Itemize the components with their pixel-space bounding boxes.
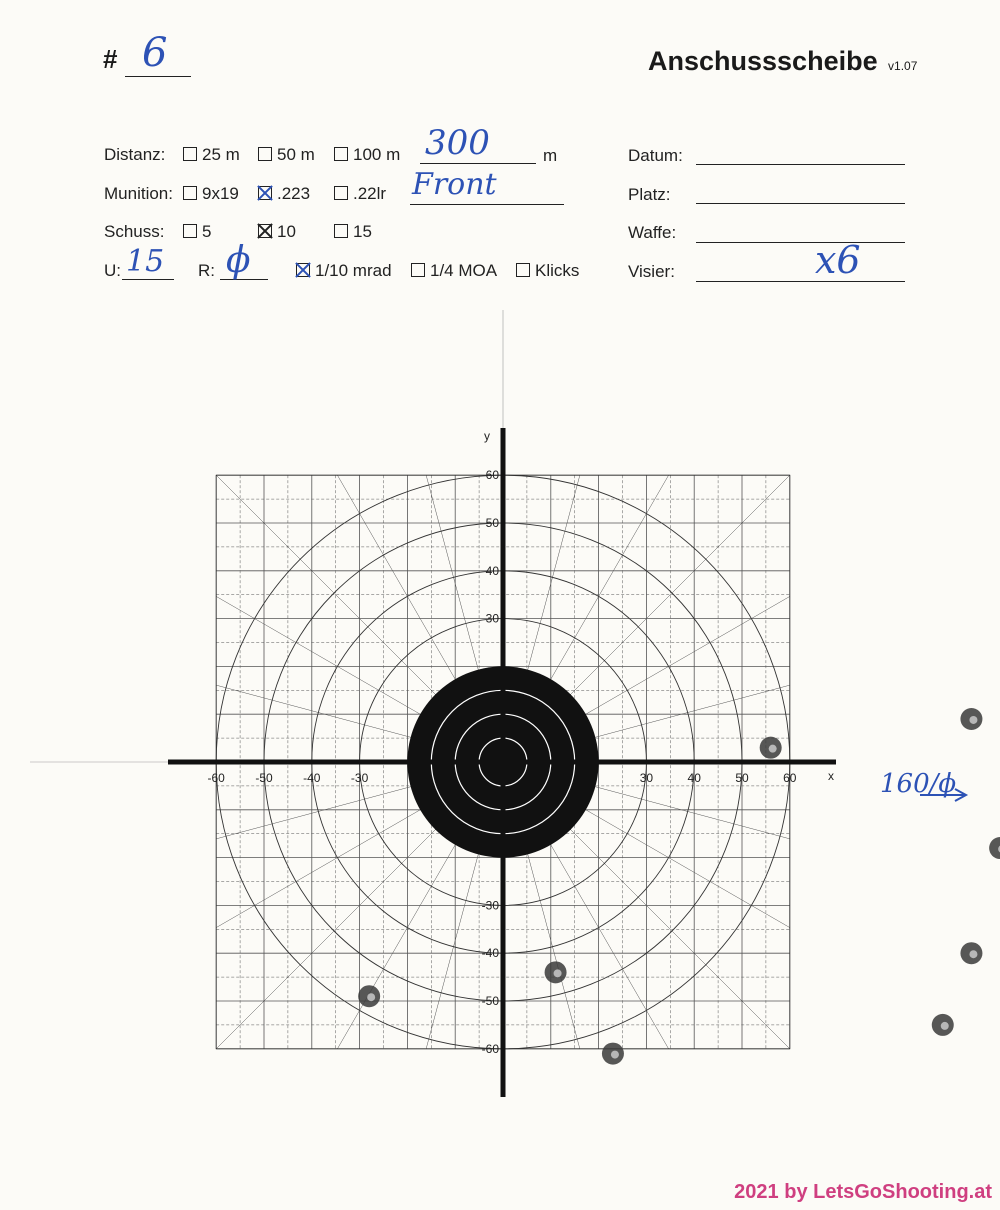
u-value[interactable]: 15 [126,244,165,279]
form-number-value: 6 [142,30,168,76]
distanz-option-100[interactable]: 100 m [334,145,400,165]
x-tick-label: 60 [783,771,797,785]
y-tick-label: 40 [485,563,499,578]
u-label: U: [104,261,121,280]
munition-label: Munition: [104,184,173,203]
visier-value[interactable]: x6 [815,238,861,282]
shot-hole-center [769,745,777,753]
y-tick-label: -40 [481,946,499,961]
munition-option-22lr[interactable]: .22lr [334,184,386,204]
x-tick-label: 50 [735,771,749,785]
distanz-value[interactable]: 300 [425,123,490,163]
y-axis-label: y [484,429,490,443]
visier-label: Visier: [628,262,675,281]
shot-hole-center [941,1022,949,1030]
version: v1.07 [888,59,918,73]
shot-hole-center [969,950,977,958]
distanz-option-25[interactable]: 25 m [183,145,240,165]
side-note: 160/ϕ [880,769,957,799]
munition-option-223[interactable]: .223 [258,184,310,204]
datum-label: Datum: [628,146,683,165]
distanz-unit: m [543,146,558,165]
schuss-label: Schuss: [104,222,165,241]
munition-option-9x19[interactable]: 9x19 [183,184,239,204]
x-tick-label: 30 [639,771,654,785]
x-tick-label: -40 [303,771,321,785]
distanz-label: Distanz: [104,145,166,164]
y-tick-label: 30 [485,611,499,626]
hash-label: # [103,44,118,74]
y-tick-label: 50 [485,516,499,530]
schuss-option-10[interactable]: 10 [258,222,296,242]
x-tick-label: -30 [350,771,369,785]
shot-hole-center [611,1051,619,1059]
y-tick-label: -60 [481,1041,499,1056]
y-tick-label: -30 [481,898,499,913]
platz-label: Platz: [628,185,671,204]
schuss-option-15[interactable]: 15 [334,222,372,242]
unit-option-mrad[interactable]: 1/10 mrad [296,261,392,281]
x-tick-label: 40 [687,771,701,785]
y-tick-label: 60 [485,468,499,483]
x-tick-label: -60 [207,771,225,785]
x-axis-label: x [828,769,834,783]
distanz-option-50[interactable]: 50 m [258,145,315,165]
footer-credit: 2021 by LetsGoShooting.at [734,1181,992,1203]
unit-option-moa[interactable]: 1/4 MOA [411,261,497,281]
schuss-option-5[interactable]: 5 [183,222,211,242]
page-title: Anschussscheibe v1.07 [648,46,918,76]
shot-hole-center [367,993,375,1001]
r-value[interactable]: ϕ [226,240,251,281]
shot-hole-center [969,716,977,724]
waffe-label: Waffe: [628,223,677,242]
r-label: R: [198,261,215,280]
x-tick-label: -50 [255,771,273,785]
y-tick-label: -50 [481,994,499,1008]
munition-value[interactable]: Front [412,167,497,202]
unit-option-klicks[interactable]: Klicks [516,261,579,281]
shot-hole-center [554,969,562,977]
